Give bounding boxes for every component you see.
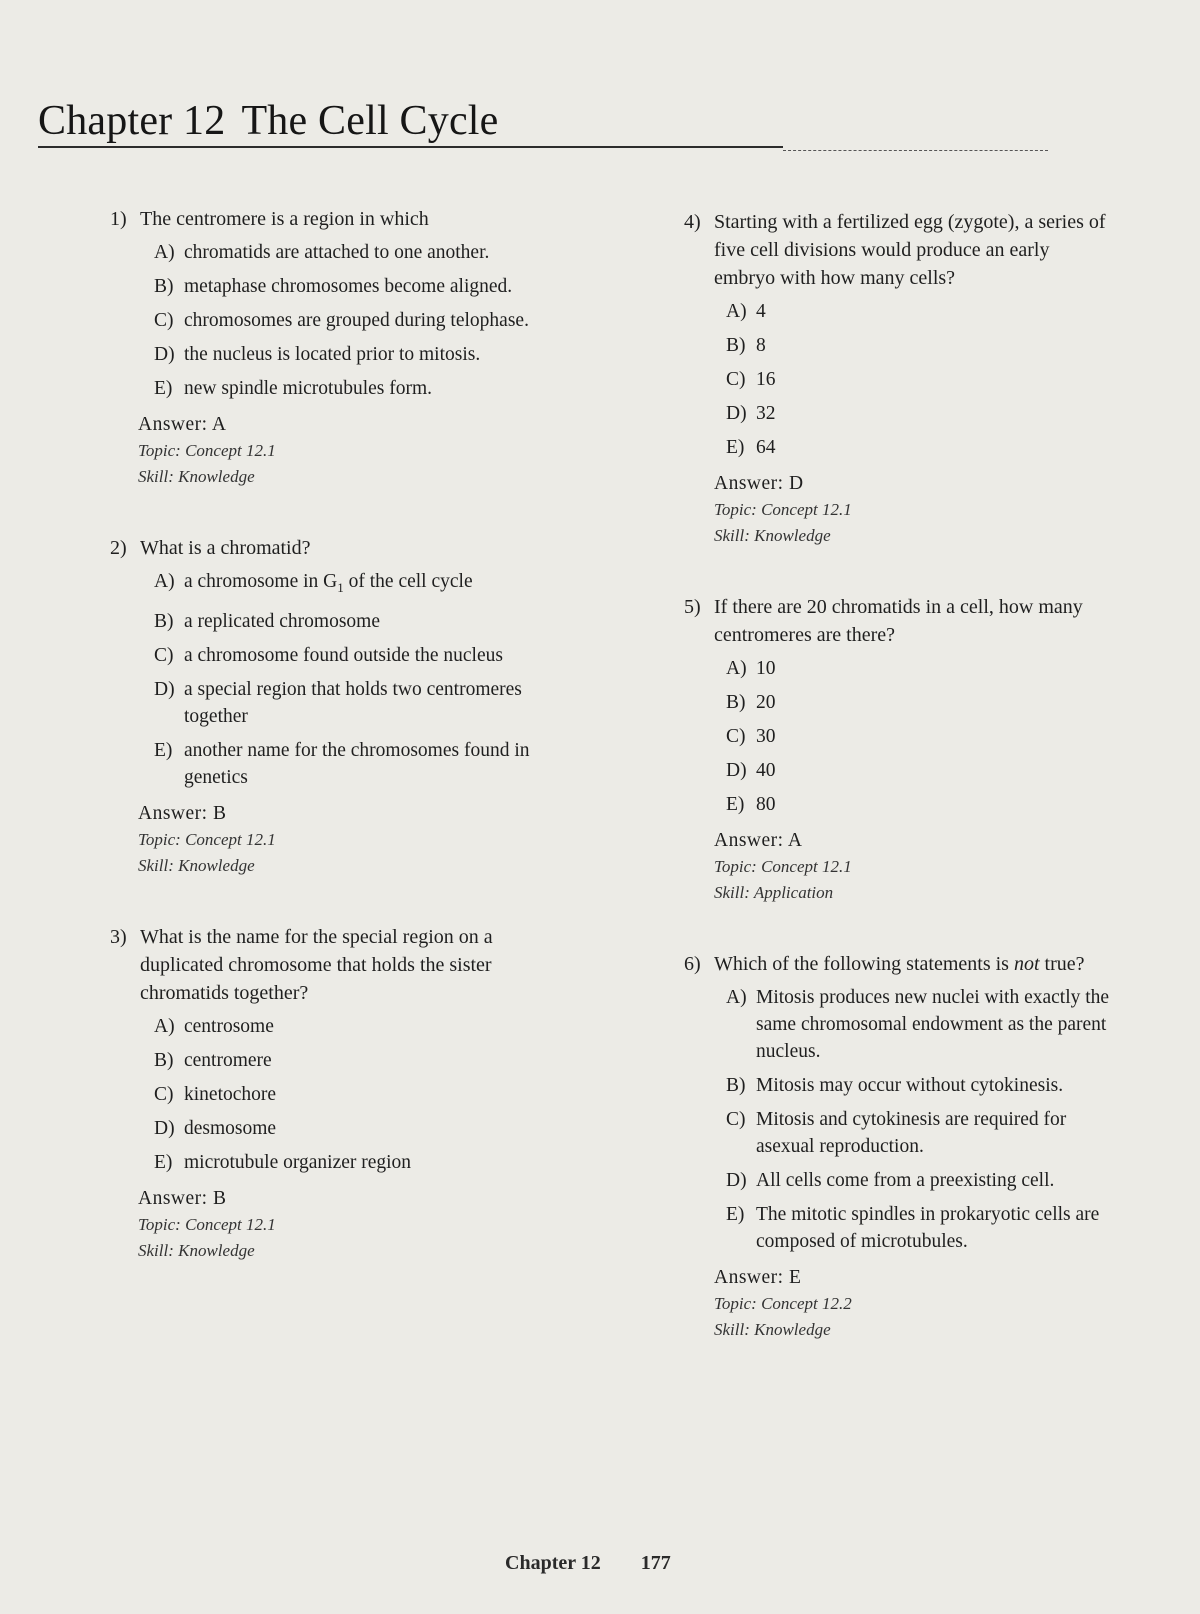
option-text: centrosome bbox=[184, 1015, 274, 1037]
skill-line: Skill: Knowledge bbox=[714, 1320, 831, 1339]
option-text: desmosome bbox=[184, 1117, 277, 1139]
question-text: If there are 20 chromatids in a cell, how many centromeres are there? bbox=[714, 596, 1083, 646]
option-letter: E) bbox=[154, 739, 173, 761]
answer-line: Answer: A bbox=[714, 830, 803, 851]
option-text: kinetochore bbox=[184, 1083, 277, 1105]
option-letter: E) bbox=[726, 794, 745, 815]
option-e bbox=[154, 737, 560, 791]
answer-block bbox=[714, 1265, 1114, 1343]
option-a bbox=[154, 239, 560, 266]
option-letter: C) bbox=[726, 726, 746, 747]
question-stem bbox=[110, 923, 560, 1007]
skill-line: Skill: Knowledge bbox=[714, 526, 831, 545]
option-letter: E) bbox=[726, 1204, 745, 1225]
answer-line: Answer: A bbox=[138, 414, 227, 435]
answer-block bbox=[138, 412, 560, 490]
question-stem bbox=[684, 208, 1114, 292]
option-text: 80 bbox=[756, 794, 776, 815]
option-c bbox=[154, 642, 560, 669]
question-2 bbox=[110, 534, 560, 879]
option-e bbox=[154, 1149, 560, 1176]
page-title bbox=[38, 98, 1048, 144]
option-b bbox=[726, 1072, 1114, 1099]
option-text: Mitosis produces new nuclei with exactly the same chromosomal endowment as the parent nucleus. bbox=[756, 987, 1110, 1062]
option-text: 64 bbox=[756, 437, 776, 458]
footer-chapter: Chapter 12 bbox=[505, 1552, 601, 1574]
option-text: 8 bbox=[756, 335, 766, 356]
option-text: All cells come from a preexisting cell. bbox=[756, 1170, 1055, 1191]
option-text-part: of the cell cycle bbox=[343, 571, 473, 592]
option-text: 30 bbox=[756, 726, 776, 747]
option-b bbox=[154, 273, 560, 300]
skill-line: Skill: Knowledge bbox=[138, 1240, 255, 1260]
option-e bbox=[154, 375, 560, 402]
option-e bbox=[726, 434, 1114, 461]
option-text: new spindle microtubules form. bbox=[184, 378, 433, 399]
header-rule-tail bbox=[783, 150, 1048, 151]
topic-line: Topic: Concept 12.1 bbox=[714, 857, 852, 876]
topic-line: Topic: Concept 12.1 bbox=[138, 829, 276, 849]
question-4 bbox=[684, 208, 1114, 549]
answer-line: Answer: D bbox=[714, 473, 804, 494]
option-letter: B) bbox=[726, 1075, 746, 1096]
question-text-part: Which of the following statements is bbox=[714, 953, 1014, 975]
option-d bbox=[154, 676, 560, 730]
option-b bbox=[154, 608, 560, 635]
answer-line: Answer: E bbox=[714, 1267, 802, 1288]
option-a bbox=[154, 568, 560, 601]
subscript: 1 bbox=[337, 579, 344, 595]
question-text: What is the name for the special region on a duplicated chromosome that holds the sister chromatids together? bbox=[140, 925, 493, 1004]
question-text bbox=[714, 950, 1114, 978]
topic-line: Topic: Concept 12.1 bbox=[138, 441, 276, 460]
option-text: 32 bbox=[756, 403, 776, 424]
option-text: 10 bbox=[756, 658, 776, 679]
options-list bbox=[154, 239, 560, 402]
option-c bbox=[726, 723, 1114, 750]
option-text: the nucleus is located prior to mitosis. bbox=[184, 344, 481, 365]
option-letter: E) bbox=[726, 437, 745, 458]
option-a bbox=[726, 298, 1114, 325]
header-rule bbox=[38, 146, 783, 148]
question-stem bbox=[684, 950, 1114, 978]
option-letter: D) bbox=[726, 760, 747, 781]
question-text: The centromere is a region in which bbox=[140, 208, 429, 230]
option-letter: A) bbox=[154, 571, 175, 592]
option-d bbox=[154, 1115, 560, 1142]
question-stem bbox=[684, 593, 1114, 649]
question-text: What is a chromatid? bbox=[140, 537, 311, 559]
option-letter: A) bbox=[154, 1015, 175, 1037]
option-text: a replicated chromosome bbox=[184, 610, 380, 632]
question-number: 4) bbox=[684, 211, 701, 233]
option-text: 40 bbox=[756, 760, 776, 781]
chapter-title: The Cell Cycle bbox=[241, 98, 499, 144]
question-number: 2) bbox=[110, 537, 127, 559]
option-text-part: a chromosome in G bbox=[184, 571, 338, 592]
option-letter: C) bbox=[154, 644, 174, 666]
page-number: 177 bbox=[640, 1552, 671, 1574]
options-list bbox=[726, 984, 1114, 1255]
options-list bbox=[154, 1013, 560, 1176]
option-letter: C) bbox=[726, 1109, 746, 1130]
question-number: 6) bbox=[684, 953, 701, 975]
options-list bbox=[154, 568, 560, 791]
option-letter: A) bbox=[726, 658, 747, 679]
option-letter: D) bbox=[154, 344, 175, 365]
option-d bbox=[726, 400, 1114, 427]
question-number: 1) bbox=[110, 208, 127, 230]
question-1 bbox=[110, 205, 560, 490]
option-letter: D) bbox=[726, 403, 747, 424]
options-list bbox=[726, 298, 1114, 461]
option-e bbox=[726, 791, 1114, 818]
question-number: 5) bbox=[684, 596, 701, 618]
option-d bbox=[154, 341, 560, 368]
option-e bbox=[726, 1201, 1114, 1255]
option-letter: B) bbox=[154, 1049, 174, 1071]
option-letter: A) bbox=[154, 242, 175, 263]
question-text-part: true? bbox=[1039, 953, 1085, 975]
option-text: Mitosis may occur without cytokinesis. bbox=[756, 1075, 1064, 1096]
option-text: metaphase chromosomes become aligned. bbox=[184, 276, 513, 297]
option-text: another name for the chromosomes found in genetics bbox=[184, 739, 530, 788]
option-letter: B) bbox=[726, 692, 746, 713]
option-letter: C) bbox=[726, 369, 746, 390]
option-text: microtubule organizer region bbox=[184, 1151, 412, 1173]
option-text: chromosomes are grouped during telophase. bbox=[184, 310, 529, 331]
question-stem bbox=[110, 534, 560, 562]
skill-line: Skill: Knowledge bbox=[138, 467, 255, 486]
option-d bbox=[726, 1167, 1114, 1194]
answer-block bbox=[714, 471, 1114, 549]
question-number: 3) bbox=[110, 925, 127, 948]
option-letter: C) bbox=[154, 310, 174, 331]
topic-line: Topic: Concept 12.2 bbox=[714, 1294, 852, 1313]
options-list bbox=[726, 655, 1114, 818]
option-text: chromatids are attached to one another. bbox=[184, 242, 490, 263]
option-text: a chromosome found outside the nucleus bbox=[184, 644, 503, 666]
option-letter: D) bbox=[726, 1170, 747, 1191]
option-text bbox=[184, 568, 560, 601]
right-column bbox=[684, 208, 1114, 1387]
option-letter: B) bbox=[154, 610, 174, 632]
option-letter: B) bbox=[726, 335, 746, 356]
page-footer bbox=[505, 1552, 671, 1575]
topic-line: Topic: Concept 12.1 bbox=[138, 1214, 276, 1234]
option-c bbox=[154, 1081, 560, 1108]
question-stem bbox=[110, 205, 560, 233]
option-letter: D) bbox=[154, 1117, 175, 1139]
question-text: Starting with a fertilized egg (zygote), a series of five cell divisions would produce an early embryo with how many cells? bbox=[714, 211, 1106, 289]
option-c bbox=[726, 366, 1114, 393]
option-text: 20 bbox=[756, 692, 776, 713]
option-letter: C) bbox=[154, 1083, 174, 1105]
option-letter: A) bbox=[726, 987, 747, 1008]
option-text: 16 bbox=[756, 369, 776, 390]
option-text: centromere bbox=[184, 1049, 272, 1071]
skill-line: Skill: Application bbox=[714, 883, 834, 902]
option-d bbox=[726, 757, 1114, 784]
emphasis-text: not bbox=[1013, 953, 1040, 975]
option-a bbox=[726, 984, 1114, 1065]
answer-line: Answer: B bbox=[138, 1187, 227, 1209]
option-letter: D) bbox=[154, 678, 175, 700]
answer-block bbox=[138, 801, 560, 879]
option-text: Mitosis and cytokinesis are required for asexual reproduction. bbox=[756, 1109, 1067, 1157]
option-b bbox=[154, 1047, 560, 1074]
answer-block bbox=[714, 828, 1114, 906]
option-a bbox=[726, 655, 1114, 682]
option-text: a special region that holds two centromeres together bbox=[184, 678, 522, 727]
option-text: 4 bbox=[756, 301, 766, 322]
question-5 bbox=[684, 593, 1114, 906]
topic-line: Topic: Concept 12.1 bbox=[714, 500, 852, 519]
option-letter: A) bbox=[726, 301, 747, 322]
chapter-header bbox=[38, 98, 1048, 148]
question-6 bbox=[684, 950, 1114, 1343]
option-b bbox=[726, 332, 1114, 359]
option-letter: E) bbox=[154, 378, 173, 399]
option-text: The mitotic spindles in prokaryotic cells are composed of microtubules. bbox=[756, 1204, 1100, 1252]
option-a bbox=[154, 1013, 560, 1040]
option-letter: B) bbox=[154, 276, 174, 297]
chapter-label: Chapter 12 bbox=[38, 98, 226, 144]
option-letter: E) bbox=[154, 1151, 173, 1173]
answer-block bbox=[138, 1186, 560, 1264]
option-c bbox=[726, 1106, 1114, 1160]
question-3 bbox=[110, 923, 560, 1264]
answer-line: Answer: B bbox=[138, 802, 227, 824]
left-column bbox=[110, 205, 560, 1308]
option-b bbox=[726, 689, 1114, 716]
skill-line: Skill: Knowledge bbox=[138, 855, 255, 875]
option-c bbox=[154, 307, 560, 334]
